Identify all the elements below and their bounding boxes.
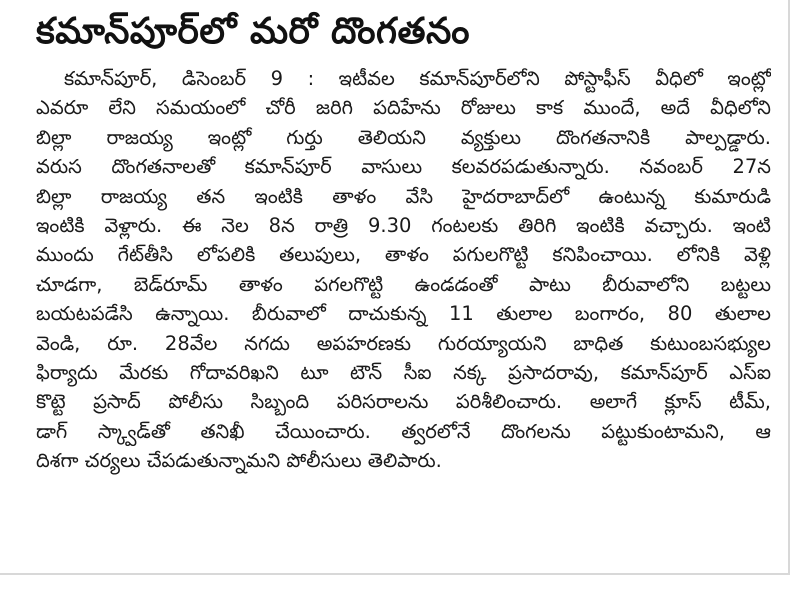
- article-line: బిల్లా రాజయ్య తన ఇంటికి తాళం వేసి హైదరాబాద్‌లో ఉంటున్న కుమారుడి: [36, 184, 771, 208]
- article-body: [36, 64, 771, 475]
- article-line: కొట్టె ప్రసాద్ పోలీసు సిబ్బంది పరిసరాలను పరిశీలించారు. అలాగే క్లూస్ టీమ్,: [36, 390, 771, 414]
- article-line: ఇంటికి వెళ్లారు. ఈ నెల 8న రాత్రి 9.30 గంటలకు తిరిగి ఇంటికి వచ్చారు. ఇంటి: [36, 213, 771, 237]
- article-line: ఎవరూ లేని సమయంలో చోరీ జరిగి పదిహేను రోజులు కాక ముందే, అదే వీధిలోని: [36, 96, 771, 120]
- article-line: బయటపడేసి ఉన్నాయి. బీరువాలో దాచుకున్న 11 తులాల బంగారం, 80 తులాల: [36, 302, 771, 326]
- article-line: ఫిర్యాదు మేరకు గోదావరిఖని టూ టౌన్ సీఐ నక్క ప్రసాదరావు, కమాన్‌పూర్ ఎస్ఐ: [36, 360, 771, 384]
- article-line: బిల్లా రాజయ్య ఇంట్లో గుర్తు తెలియని వ్యక్తులు దొంగతనానికి పాల్పడ్డారు.: [36, 125, 771, 149]
- article-line: డాగ్ స్క్వాడ్‌తో తనిఖీ చేయించారు. త్వరలోనే దొంగలను పట్టుకుంటామని, ఆ: [36, 419, 771, 443]
- article-line: దిశగా చర్యలు చేపడుతున్నామని పోలీసులు తెలిపారు.: [36, 449, 442, 473]
- article-line: వరుస దొంగతనాలతో కమాన్‌పూర్ వాసులు కలవరపడుతున్నారు. నవంబర్ 27న: [36, 155, 771, 179]
- article-line: కమాన్‌పూర్, డిసెంబర్ 9 : ఇటీవల కమాన్‌పూర్‌లోని పోస్టాఫీస్ వీధిలో ఇంట్లో: [64, 67, 771, 90]
- headline: కమాన్‌పూర్‌లో మరో దొంగతనం: [36, 11, 470, 52]
- article-line: చూడగా, బెడ్‌రూమ్ తాళం పగలగొట్టి ఉండడంతో పాటు బీరువాలోని బట్టలు: [36, 272, 771, 296]
- article-line: వెండి, రూ. 28వేల నగదు అపహరణకు గురయ్యాయని బాధిత కుటుంబసభ్యుల: [36, 331, 771, 355]
- article-line: ముందు గేట్‌తీసి లోపలికి తలుపులు, తాళం పగులగొట్టి కనిపించాయి. లోనికి వెళ్లి: [36, 243, 771, 267]
